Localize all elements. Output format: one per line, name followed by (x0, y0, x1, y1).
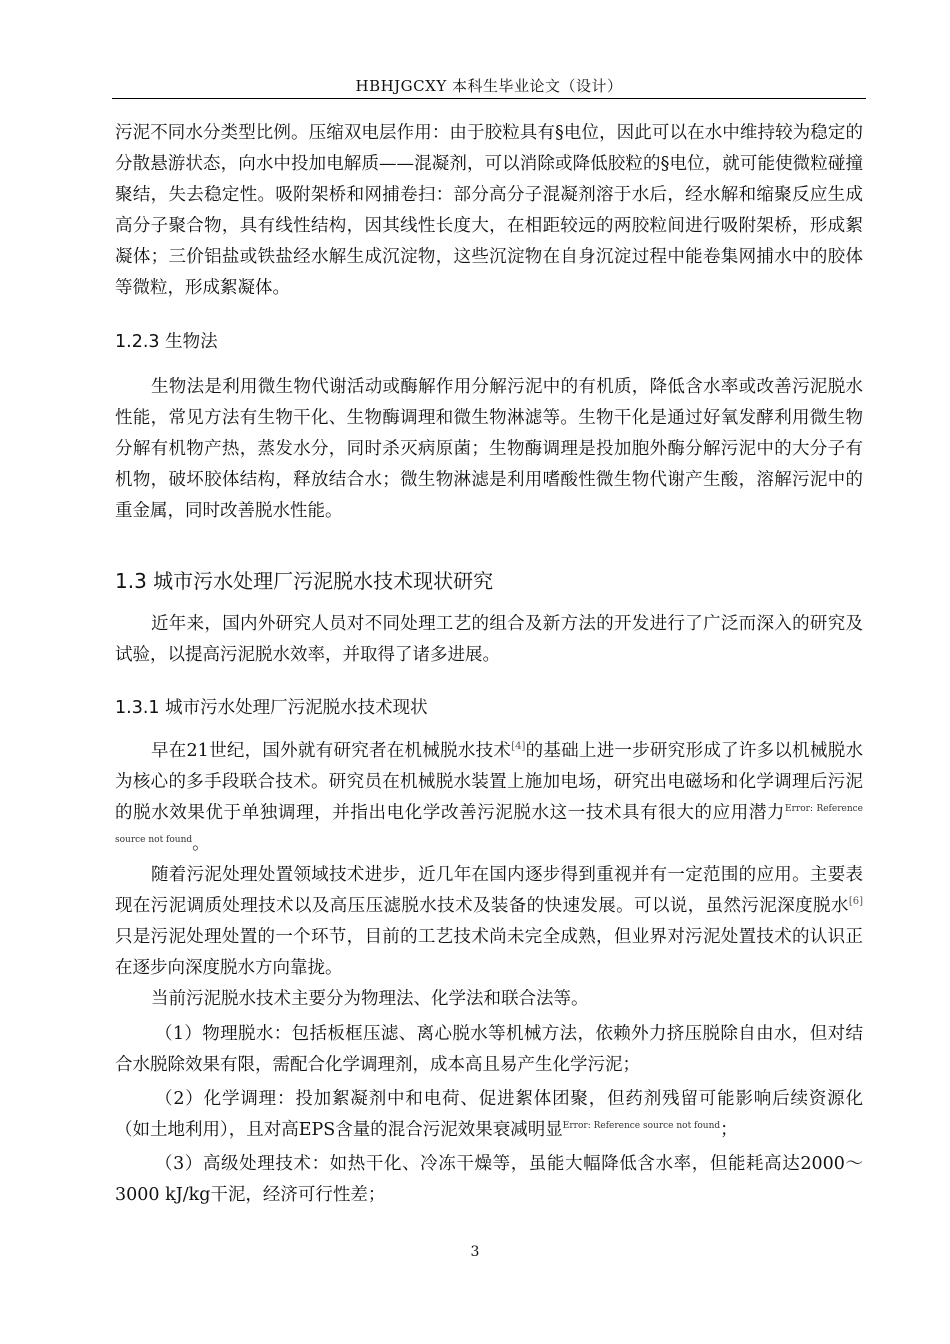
reference-error: Error: Reference source not found (115, 804, 863, 846)
list-item-physical: （1）物理脱水：包括板框压滤、离心脱水等机械方法，依赖外力挤压脱除自由水，但对结合水脱除效果有限，需配合化学调理剂，成本高且易产生化学污泥； (115, 1024, 863, 1075)
paragraph-coagulation: 污泥不同水分类型比例。压缩双电层作用：由于胶粒具有§电位，因此可以在水中维持较为稳定的分散悬游状态，向水中投加电解质——混凝剂，可以消除或降低胶粒的§电位，就可能使微粒碰撞聚结，失去稳定性。吸附架桥和网捕卷扫：部分高分子混凝剂溶于水后，经水解和缩聚反应生成高分子聚合物，具有线性结构，因其线性长度大，在相距较远的两胶粒间进行吸附架桥，形成絮凝体；三价铝盐或铁盐经水解生成沉淀物，这些沉淀物在自身沉淀过程中能卷集网捕水中的胶体等微粒，形成絮凝体。 (115, 123, 863, 298)
citation-4[interactable]: [4] (511, 741, 526, 753)
text-segment: ； (720, 1120, 738, 1140)
heading-1-3: 1.3 城市污水处理厂污泥脱水技术现状研究 (115, 569, 494, 593)
citation-6[interactable]: [6] (848, 896, 863, 908)
heading-1-2-3: 1.2.3 生物法 (115, 332, 218, 352)
page-number: 3 (470, 1244, 480, 1260)
page-header: HBHJGCXY 本科生毕业论文（设计） (112, 74, 866, 99)
text-segment: 。 (192, 834, 210, 854)
list-item-advanced: （3）高级处理技术：如热干化、冷冻干燥等，虽能大幅降低含水率，但能耗高达2000～3000 kJ/kg干泥，经济可行性差； (115, 1154, 863, 1205)
text-segment: 的基础上进一步研究形成了许多以机械脱水为核心的多手段联合技术。研究员在机械脱水装置上施加电场，研究出电磁场和化学调理后污泥的脱水效果优于单独调理，并指出电化学改善污泥脱水这一技术具有很大的应用潜力 (115, 741, 863, 823)
paragraph-domestic-progress (115, 860, 863, 984)
paragraph-biological-method: 生物法是利用微生物代谢活动或酶解作用分解污泥中的有机质，降低含水率或改善污泥脱水性能，常见方法有生物干化、生物酶调理和微生物淋滤等。生物干化是通过好氧发酵利用微生物分解有机物产热，蒸发水分，同时杀灭病原菌；生物酶调理是投加胞外酶分解污泥中的大分子有机物，破坏胶体结构，释放结合水；微生物淋滤是利用嗜酸性微生物代谢产生酸，溶解污泥中的重金属，同时改善脱水性能。 (115, 377, 863, 521)
text-segment: 只是污泥处理处置的一个环节，目前的工艺技术尚未完全成熟，但业界对污泥处置技术的认识正在逐步向深度脱水方向靠拢。 (115, 927, 863, 978)
heading-1-3-1: 1.3.1 城市污水处理厂污泥脱水技术现状 (115, 698, 428, 718)
list-item-chemical (115, 1084, 863, 1146)
paragraph-classification: 当前污泥脱水技术主要分为物理法、化学法和联合法等。 (151, 989, 589, 1009)
text-segment: 早在21世纪，国外就有研究者在机械脱水技术 (151, 741, 512, 761)
paragraph-mechanical-dewatering (115, 736, 863, 860)
text-segment: （2）化学调理：投加絮凝剂中和电荷、促进絮体团聚，但药剂残留可能影响后续资源化（如土地利用），且对高EPS含量的混合污泥效果衰减明显 (115, 1089, 863, 1140)
reference-error: Error: Reference source not found (562, 1121, 721, 1132)
paragraph-recent-research: 近年来，国内外研究人员对不同处理工艺的组合及新方法的开发进行了广泛而深入的研究及试验，以提高污泥脱水效率，并取得了诸多进展。 (115, 614, 863, 665)
text-segment: 随着污泥处理处置领域技术进步，近几年在国内逐步得到重视并有一定范围的应用。主要表现在污泥调质处理技术以及高压压滤脱水技术及装备的快速发展。可以说，虽然污泥深度脱水 (115, 865, 863, 916)
